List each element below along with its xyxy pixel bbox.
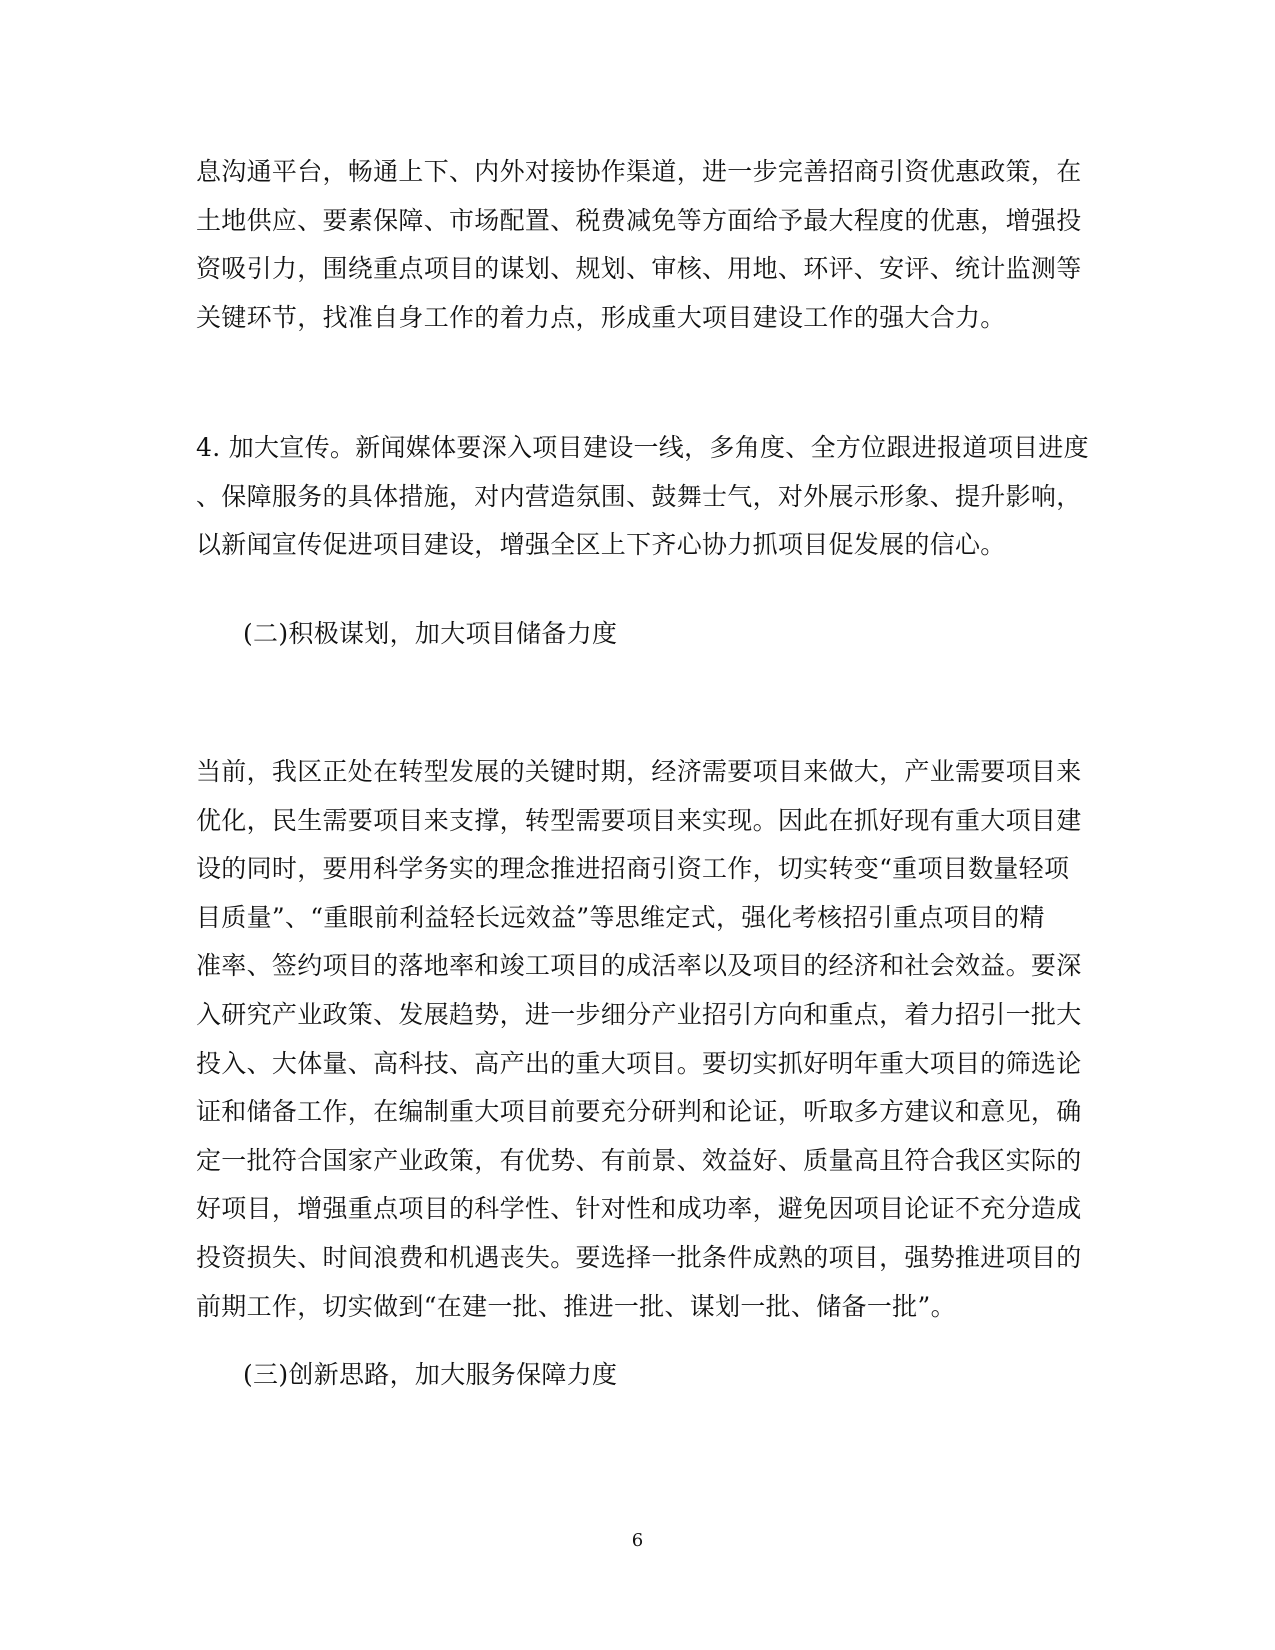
text-line: 优化，民生需要项目来支撑，转型需要项目来实现。因此在抓好现有重大项目建 xyxy=(196,805,1082,835)
text-line: 以新闻宣传促进项目建设，增强全区上下齐心协力抓项目促发展的信心。 xyxy=(196,530,1006,560)
paragraph-investment-policy xyxy=(196,148,1082,342)
text-line: 投资损失、时间浪费和机遇丧失。要选择一批条件成熟的项目，强势推进项目的 xyxy=(196,1242,1082,1272)
paragraph-publicity xyxy=(196,424,1089,570)
text-line: 目质量”、“重眼前利益轻长远效益”等思维定式，强化考核招引重点项目的精 xyxy=(196,902,1045,932)
text-line: 入研究产业政策、发展趋势，进一步细分产业招引方向和重点，着力招引一批大 xyxy=(196,999,1082,1029)
text-line: 、保障服务的具体措施，对内营造氛围、鼓舞士气，对外展示形象、提升影响， xyxy=(196,481,1082,511)
text-line: 好项目，增强重点项目的科学性、针对性和成功率，避免因项目论证不充分造成 xyxy=(196,1194,1082,1224)
text-line: 4. 加大宣传。新闻媒体要深入项目建设一线，多角度、全方位跟进报道项目进度 xyxy=(196,433,1089,462)
paragraph-project-reserve xyxy=(196,748,1082,1331)
page-number: 6 xyxy=(631,1530,644,1551)
text-line: 土地供应、要素保障、市场配置、税费减免等方面给予最大程度的优惠，增强投 xyxy=(196,205,1082,235)
text-line: 证和储备工作，在编制重大项目前要充分研判和论证，听取多方建议和意见，确 xyxy=(196,1097,1082,1127)
heading-text: (三)创新思路，加大服务保障力度 xyxy=(243,1360,618,1389)
text-line: 准率、签约项目的落地率和竣工项目的成活率以及项目的经济和社会效益。要深 xyxy=(196,951,1082,981)
text-line: 当前，我区正处在转型发展的关键时期，经济需要项目来做大，产业需要项目来 xyxy=(196,757,1082,786)
text-line: 定一批符合国家产业政策，有优势、有前景、效益好、质量高且符合我区实际的 xyxy=(196,1145,1082,1175)
section-heading-2 xyxy=(243,610,1123,659)
heading-text: (二)积极谋划，加大项目储备力度 xyxy=(243,619,618,648)
text-line: 前期工作，切实做到“在建一批、推进一批、谋划一批、储备一批”。 xyxy=(196,1291,956,1321)
text-line: 关键环节，找准自身工作的着力点，形成重大项目建设工作的强大合力。 xyxy=(196,302,1006,332)
text-line: 息沟通平台，畅通上下、内外对接协作渠道，进一步完善招商引资优惠政策，在 xyxy=(196,157,1082,186)
section-heading-3 xyxy=(243,1351,1123,1400)
text-line: 投入、大体量、高科技、高产出的重大项目。要切实抓好明年重大项目的筛选论 xyxy=(196,1048,1082,1078)
text-line: 资吸引力，围绕重点项目的谋划、规划、审核、用地、环评、安评、统计监测等 xyxy=(196,254,1082,284)
text-line: 设的同时，要用科学务实的理念推进招商引资工作，切实转变“重项目数量轻项 xyxy=(196,854,1070,884)
